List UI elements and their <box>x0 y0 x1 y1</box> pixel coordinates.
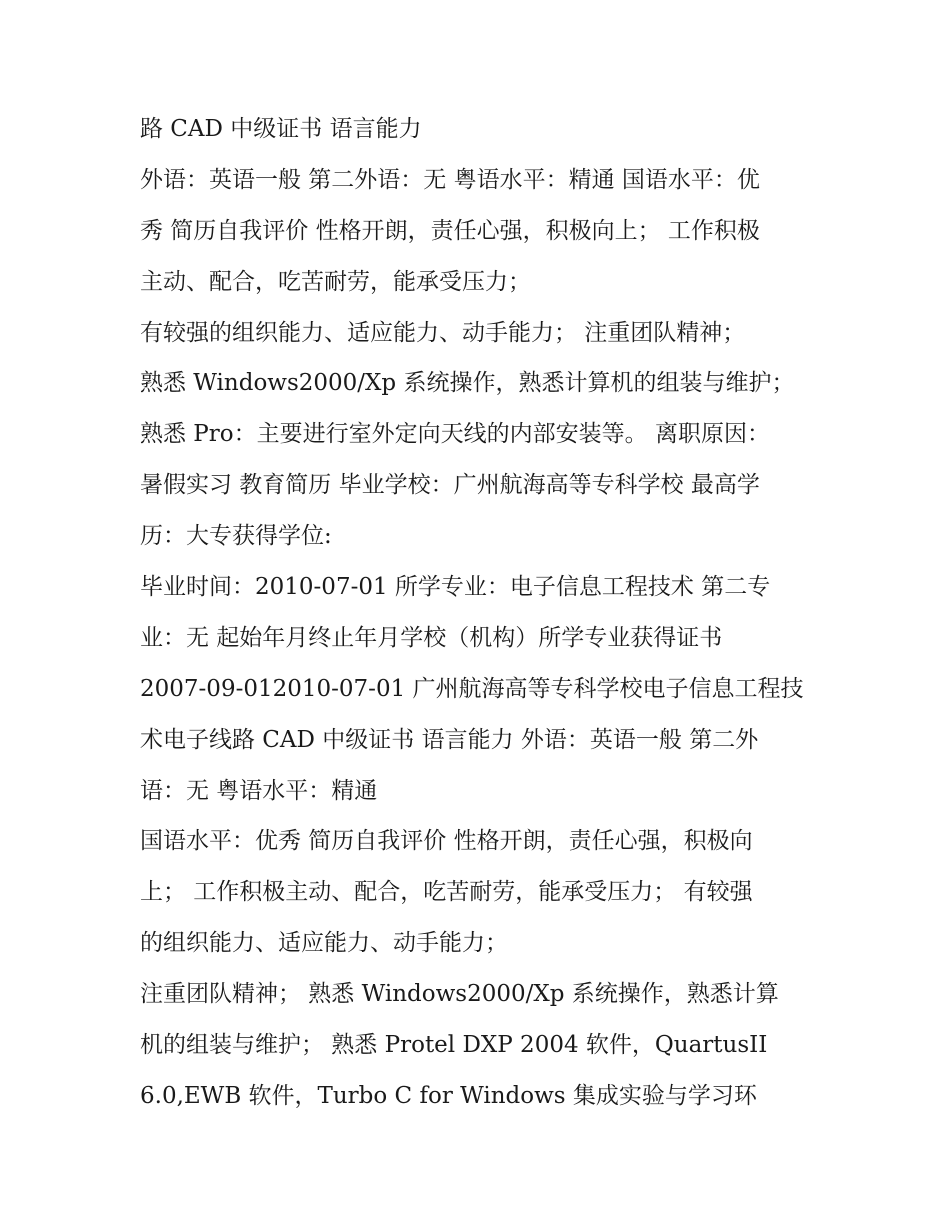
text-line: 有较强的组织能力、适应能力、动手能力； 注重团队精神； <box>140 319 746 346</box>
text-line: 历：大专获得学位: <box>140 523 332 550</box>
text-line: 6.0,EWB 软件，Turbo C for Windows 集成实验与学习环 <box>140 1082 757 1109</box>
text-line: 注重团队精神； 熟悉 Windows2000/Xp 系统操作，熟悉计算 <box>140 981 779 1008</box>
text-line: 秀 简历自我评价 性格开朗，责任心强，积极向上； 工作积极 <box>140 217 760 244</box>
text-line: 国语水平：优秀 简历自我评价 性格开朗，责任心强，积极向 <box>140 828 753 855</box>
resume-text-block <box>140 104 820 1122</box>
text-line: 熟悉 Pro：主要进行室外定向天线的内部安装等。 离职原因： <box>140 421 770 448</box>
text-line: 路 CAD 中级证书 语言能力 <box>140 116 422 142</box>
text-line: 暑假实习 教育简历 毕业学校：广州航海高等专科学校 最高学 <box>140 472 760 499</box>
text-line: 上； 工作积极主动、配合，吃苦耐劳，能承受压力； 有较强 <box>140 879 753 906</box>
text-line: 的组织能力、适应能力、动手能力； <box>140 930 508 957</box>
text-line: 熟悉 Windows2000/Xp 系统操作，熟悉计算机的组装与维护； <box>140 370 795 397</box>
text-line: 语：无 粤语水平：精通 <box>140 777 378 804</box>
text-line: 毕业时间：2010-07-01 所学专业：电子信息工程技术 第二专 <box>140 574 771 601</box>
text-line: 术电子线路 CAD 中级证书 语言能力 外语：英语一般 第二外 <box>140 726 759 753</box>
text-line: 外语：英语一般 第二外语：无 粤语水平：精通 国语水平：优 <box>140 166 760 193</box>
text-line: 主动、配合，吃苦耐劳，能承受压力； <box>140 268 531 295</box>
text-line: 2007-09-012010-07-01 广州航海高等专科学校电子信息工程技 <box>140 675 804 702</box>
text-line: 业：无 起始年月终止年月学校（机构）所学专业获得证书 <box>140 624 723 651</box>
text-line: 机的组装与维护； 熟悉 Protel DXP 2004 软件，QuartusII <box>140 1032 768 1059</box>
